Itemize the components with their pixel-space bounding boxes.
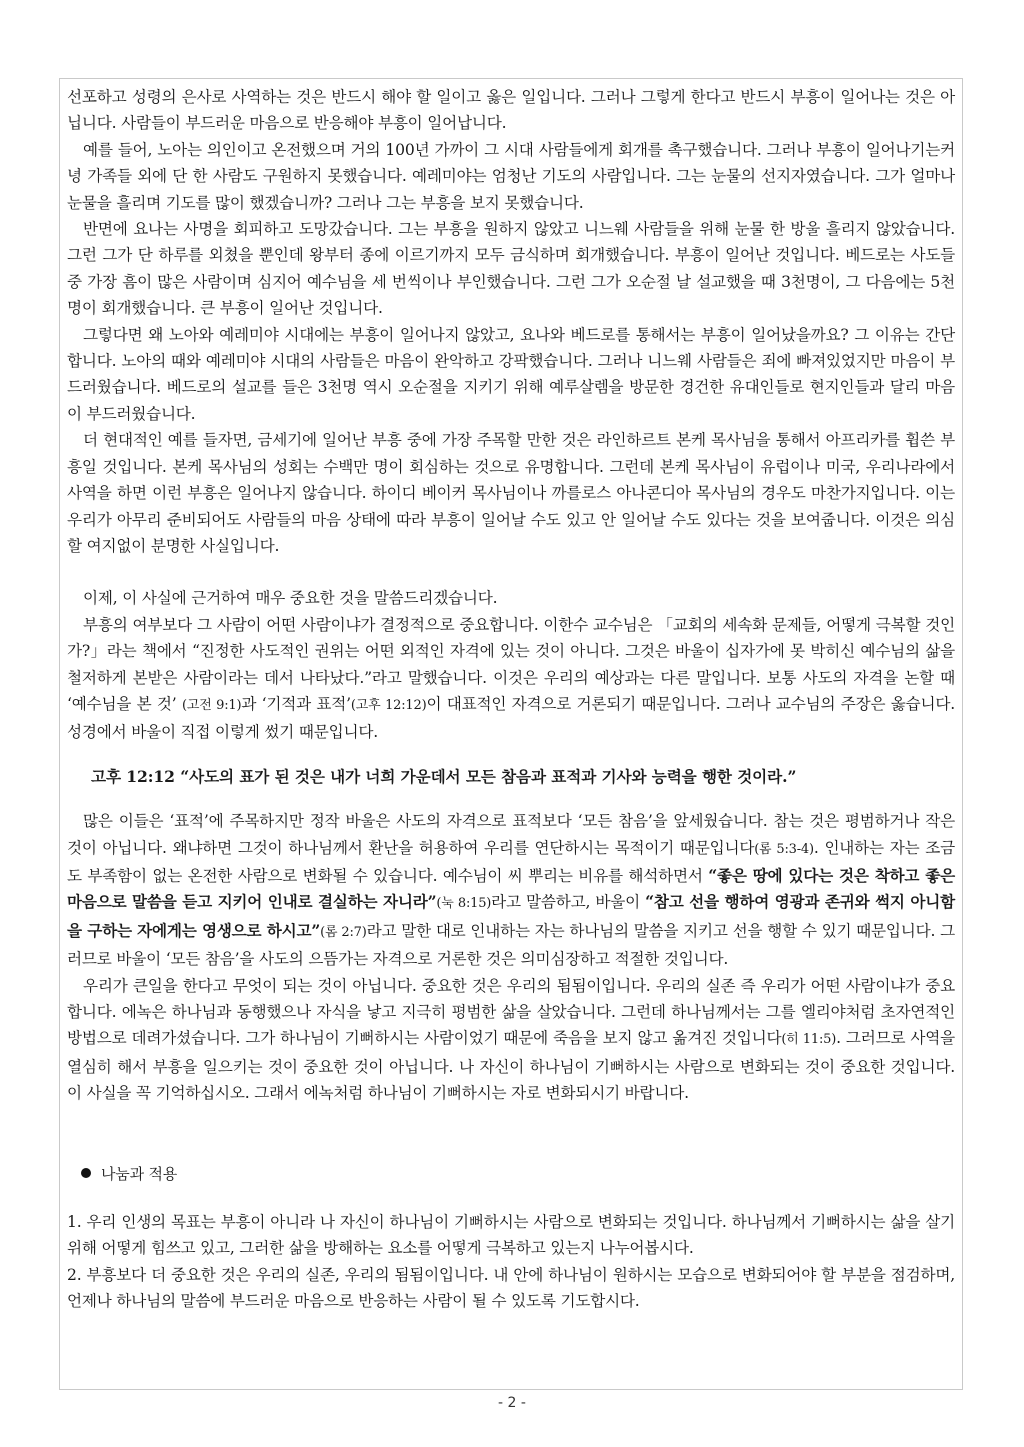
bold-quote: “참고 선을 행하여 영광과 존귀와 썩지 아니함을 구하는 자에게는 영생으로 하시고”	[67, 892, 955, 940]
key-verse: 고후 12:12 “사도의 표가 된 것은 내가 너희 가운데서 모든 참음과 표적과 기사와 능력을 행한 것이라.”	[91, 766, 797, 786]
scripture-reference: (롬 2:7)	[320, 924, 367, 940]
heading-text: 나눔과 적용	[101, 1164, 178, 1183]
document-body	[67, 84, 955, 1315]
bold-quote: “좋은 땅에 있다는 것은 착하고 좋은 마음으로 말씀을 듣고 지키어 인내로 결실하는 자니라”	[67, 865, 955, 912]
text-run: . 인내하는 자는 조금도 부족함이 없는 온전한 사람으로 변화될 수 있습니다. 예수님이 씨 뿌리는 비유를 해석하면서	[67, 838, 955, 885]
text-run: . 그러므로 사역을 열심히 해서 부흥을 일으키는 것이 중요한 것이 아닙니다. 나 자신이 하나님이 기뻐하시는 사람으로 변화되는 것이 중요한 것입니다. 이 사실을 꼭 기억하십시오. 그래서 에녹처럼 하나님이 기뻐하시는 자로 변화되시기 바랍니다.	[67, 1029, 955, 1103]
paragraph: 더 현대적인 예를 들자면, 금세기에 일어난 부흥 중에 가장 주목할 만한 것은 라인하르트 본케 목사님을 통해서 아프리카를 휩쓴 부흥일 것입니다. 본케 목사님의 성회는 수백만 명이 회심하는 것으로 유명합니다. 그런데 본케 목사님이 유럽이나 미국, 우리나라에서 사역을 하면 이런 부흥은 일어나지 않습니다. 하이디 베이커 목사님이나 까를로스 아나콘디아 목사님의 경우도 마찬가지입니다. 이는 우리가 아무리 준비되어도 사람들의 마음 상태에 따라 부흥이 일어날 수도 있고 안 일어날 수도 있다는 것을 보여줍니다. 이것은 의심할 여지없이 분명한 사실입니다.	[67, 431, 955, 555]
text-run: 우리가 큰일을 한다고 무엇이 되는 것이 아닙니다. 중요한 것은 우리의 됨됨이입니다. 우리의 실존 즉 우리가 어떤 사람이냐가 중요합니다. 에녹은 하나님과 동행했으나 자식을 낳고 지극히 평범한 삶을 살았습니다. 그런데 하나님께서는 그를 엘리야처럼 초자연적인 방법으로 데려가셨습니다. 그가 하나님이 기뻐하시는 사람이었기 때문에 죽음을 보지 않고 옮겨진 것입니다	[67, 976, 955, 1048]
scripture-reference: (롬 5:3-4)	[754, 841, 814, 857]
scripture-reference: (고전 9:1)	[181, 697, 242, 713]
paragraph: 선포하고 성령의 은사로 사역하는 것은 반드시 해야 할 일이고 옳은 일입니다. 그러나 그렇게 한다고 반드시 부흥이 일어나는 것은 아닙니다. 사람들이 부드러운 마음으로 반응해야 부흥이 일어납니다.	[67, 88, 955, 133]
scripture-reference: (히 11:5)	[781, 1032, 837, 1048]
text-run: 과 ‘기적과 표적’	[241, 694, 351, 713]
paragraph	[67, 808, 955, 972]
scripture-reference: (고후 12:12)	[350, 697, 427, 713]
text-run: 라고 말씀하고, 바울이	[491, 893, 646, 912]
text-run: 이 대표적인 자격으로 거론되기 때문입니다. 그러나 교수님의 주장은 옳습니다. 성경에서 바울이 직접 이렇게 썼기 때문입니다.	[67, 694, 955, 742]
bullet-icon	[81, 1168, 91, 1178]
text-run: 많은 이들은 ‘표적’에 주목하지만 정작 바울은 사도의 자격으로 표적보다 ‘모든 참음’을 앞세웠습니다. 참는 것은 평범하거나 작은 것이 아닙니다. 왜냐하면 그것이 하나님께서 환난을 허용하여 우리를 연단하시는 목적이기 때문입니다	[67, 812, 955, 857]
paragraph: 반면에 요나는 사명을 회피하고 도망갔습니다. 그는 부흥을 원하지 않았고 니느웨 사람들을 위해 눈물 한 방울 흘리지 않았습니다. 그런 그가 단 하루를 외쳤을 뿐인데 왕부터 종에 이르기까지 모두 금식하며 회개했습니다. 부흥이 일어난 것입니다. 베드로는 사도들 중 가장 흠이 많은 사람이며 심지어 예수님을 세 번씩이나 부인했습니다. 그런 그가 오순절 날 설교했을 때 3천명이, 그 다음에는 5천명이 회개했습니다. 큰 부흥이 일어난 것입니다.	[67, 220, 955, 318]
spacer	[67, 559, 955, 585]
paragraph	[67, 973, 955, 1107]
page-number: - 2 -	[498, 1395, 526, 1411]
paragraph: 예를 들어, 노아는 의인이고 온전했으며 거의 100년 가까이 그 시대 사람들에게 회개를 촉구했습니다. 그러나 부흥이 일어나기는커녕 가족들 외에 단 한 사람도 구원하지 못했습니다. 예레미야는 엄청난 기도의 사람입니다. 그는 눈물의 선지자였습니다. 그가 얼마나 눈물을 흘리며 기도를 많이 했겠습니까? 그러나 그는 부흥을 보지 못했습니다.	[67, 140, 955, 212]
scripture-reference: (눅 8:15)	[436, 896, 492, 912]
paragraph: 이제, 이 사실에 근거하여 매우 중요한 것을 말씀드리겠습니다.	[83, 589, 498, 608]
discussion-question-2: 2. 부흥보다 더 중요한 것은 우리의 실존, 우리의 됨됨이입니다. 내 안에 하나님이 원하시는 모습으로 변화되어야 할 부분을 점검하며, 언제나 하나님의 말씀에 부드러운 마음으로 반응하는 사람이 될 수 있도록 기도합시다.	[67, 1265, 955, 1311]
discussion-question-1: 1. 우리 인생의 목표는 부흥이 아니라 나 자신이 하나님이 기뻐하시는 사람으로 변화되는 것입니다. 하나님께서 기뻐하시는 삶을 살기 위해 어떻게 힘쓰고 있고, 그러한 삶을 방해하는 요소를 어떻게 극복하고 있는지 나누어봅시다.	[67, 1213, 955, 1258]
paragraph: 그렇다면 왜 노아와 예레미야 시대에는 부흥이 일어나지 않았고, 요나와 베드로를 통해서는 부흥이 일어났을까요? 그 이유는 간단합니다. 노아의 때와 예레미야 시대의 사람들은 마음이 완악하고 강팍했습니다. 그러나 니느웨 사람들은 죄에 빠져있었지만 마음이 부드러웠습니다. 베드로의 설교를 들은 3천명 역시 오순절을 지키기 위해 예루살렘을 방문한 경건한 유대인들로 현지인들과 달리 마음이 부드러웠습니다.	[67, 325, 955, 423]
sharing-section-heading	[67, 1161, 955, 1187]
text-run: 부흥의 여부보다 그 사람이 어떤 사람이냐가 결정적으로 중요합니다. 이한수 교수님은 「교회의 세속화 문제들, 어떻게 극복할 것인가?」라는 책에서 “진정한 사도적인 권위는 어떤 외적인 자격에 있는 것이 아니다. 그것은 바울이 십자가에 못 박히신 예수님의 삶을 철저하게 본받은 사람이라는 데서 나타났다.”라고 말했습니다. 이것은 우리의 예상과는 다른 말입니다. 보통 사도의 자격을 논할 때 ‘예수님을 본 것’	[67, 615, 955, 713]
text-run: 라고 말한 대로 인내하는 자는 하나님의 말씀을 지키고 선을 행할 수 있기 때문입니다. 그러므로 바울이 ‘모든 참음’을 사도의 으뜸가는 자격으로 거론한 것은 의미심장하고 적절한 것입니다.	[67, 921, 955, 969]
paragraph	[67, 612, 955, 746]
